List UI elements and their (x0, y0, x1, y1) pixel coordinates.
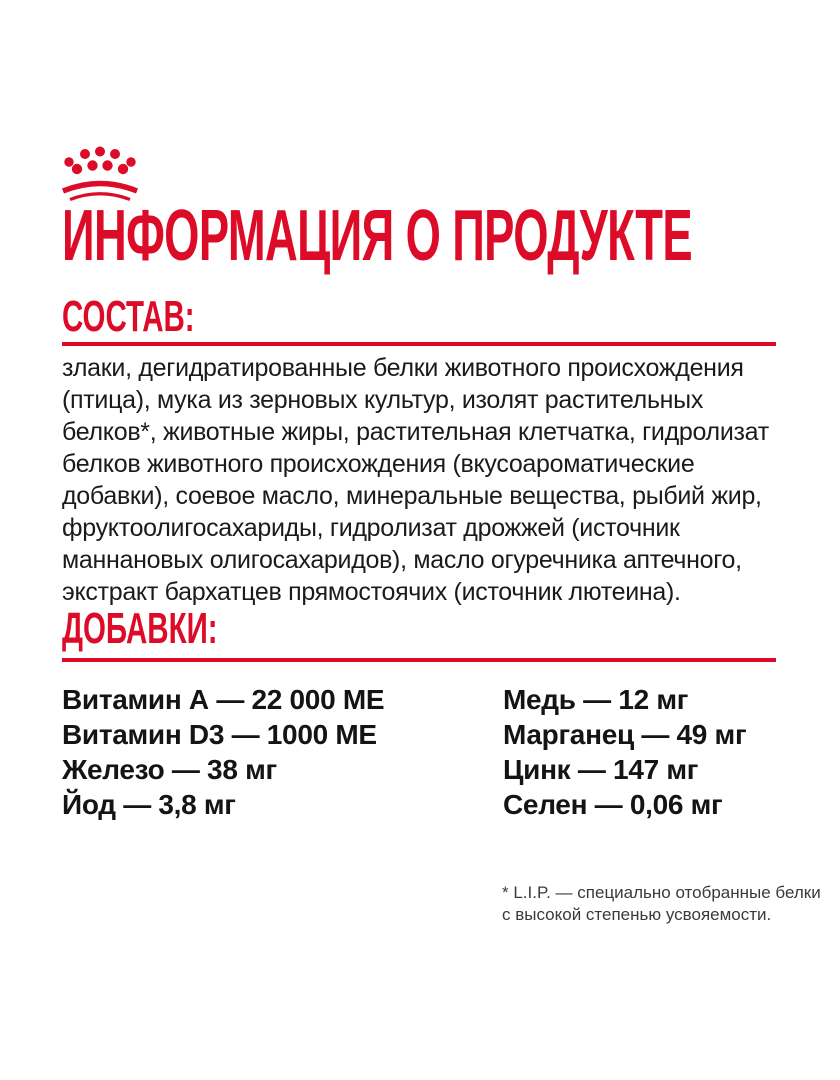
additive-item: Цинк — 147 мг (503, 754, 699, 785)
additive-item: Витамин А — 22 000 МЕ (62, 684, 385, 715)
composition-line: (птица), мука из зерновых культур, изолят растительных (62, 386, 704, 414)
additives-left-column (62, 682, 384, 822)
additive-item: Йод — 3,8 мг (62, 789, 236, 820)
composition-text (62, 352, 769, 608)
additive-item: Железо — 38 мг (62, 754, 277, 785)
additive-item: Витамин D3 — 1000 МЕ (62, 719, 377, 750)
composition-line: белков животного происхождения (вкусоароматические (62, 450, 695, 478)
composition-line: фруктоолигосахариды, гидролизат дрожжей (источник (62, 514, 680, 542)
additive-item: Медь — 12 мг (503, 684, 689, 715)
composition-line: маннановых олигосахаридов), масло огуречника аптечного, (62, 546, 742, 574)
footnote-line: * L.I.P. — специально отобранные белки (502, 883, 821, 902)
composition-line: добавки), соевое масло, минеральные вещества, рыбий жир, (62, 482, 762, 510)
composition-line: белков*, животные жиры, растительная клетчатка, гидролизат (62, 418, 769, 446)
page-title: ИНФОРМАЦИЯ О ПРОДУКТЕ (62, 196, 692, 276)
composition-line: экстракт бархатцев прямостоячих (источник лютеина). (62, 578, 681, 606)
composition-underline (62, 342, 776, 346)
composition-heading: СОСТАВ: (62, 292, 195, 341)
additives-heading: ДОБАВКИ: (62, 604, 218, 653)
additives-underline (62, 658, 776, 662)
additive-item: Марганец — 49 мг (503, 719, 747, 750)
composition-line: злаки, дегидратированные белки животного происхождения (62, 354, 744, 382)
royal-canin-crown-icon (61, 146, 139, 202)
lip-footnote (502, 882, 821, 926)
additive-item: Селен — 0,06 мг (503, 789, 723, 820)
additives-right-column (503, 682, 746, 822)
footnote-line: с высокой степенью усвояемости. (502, 905, 772, 924)
